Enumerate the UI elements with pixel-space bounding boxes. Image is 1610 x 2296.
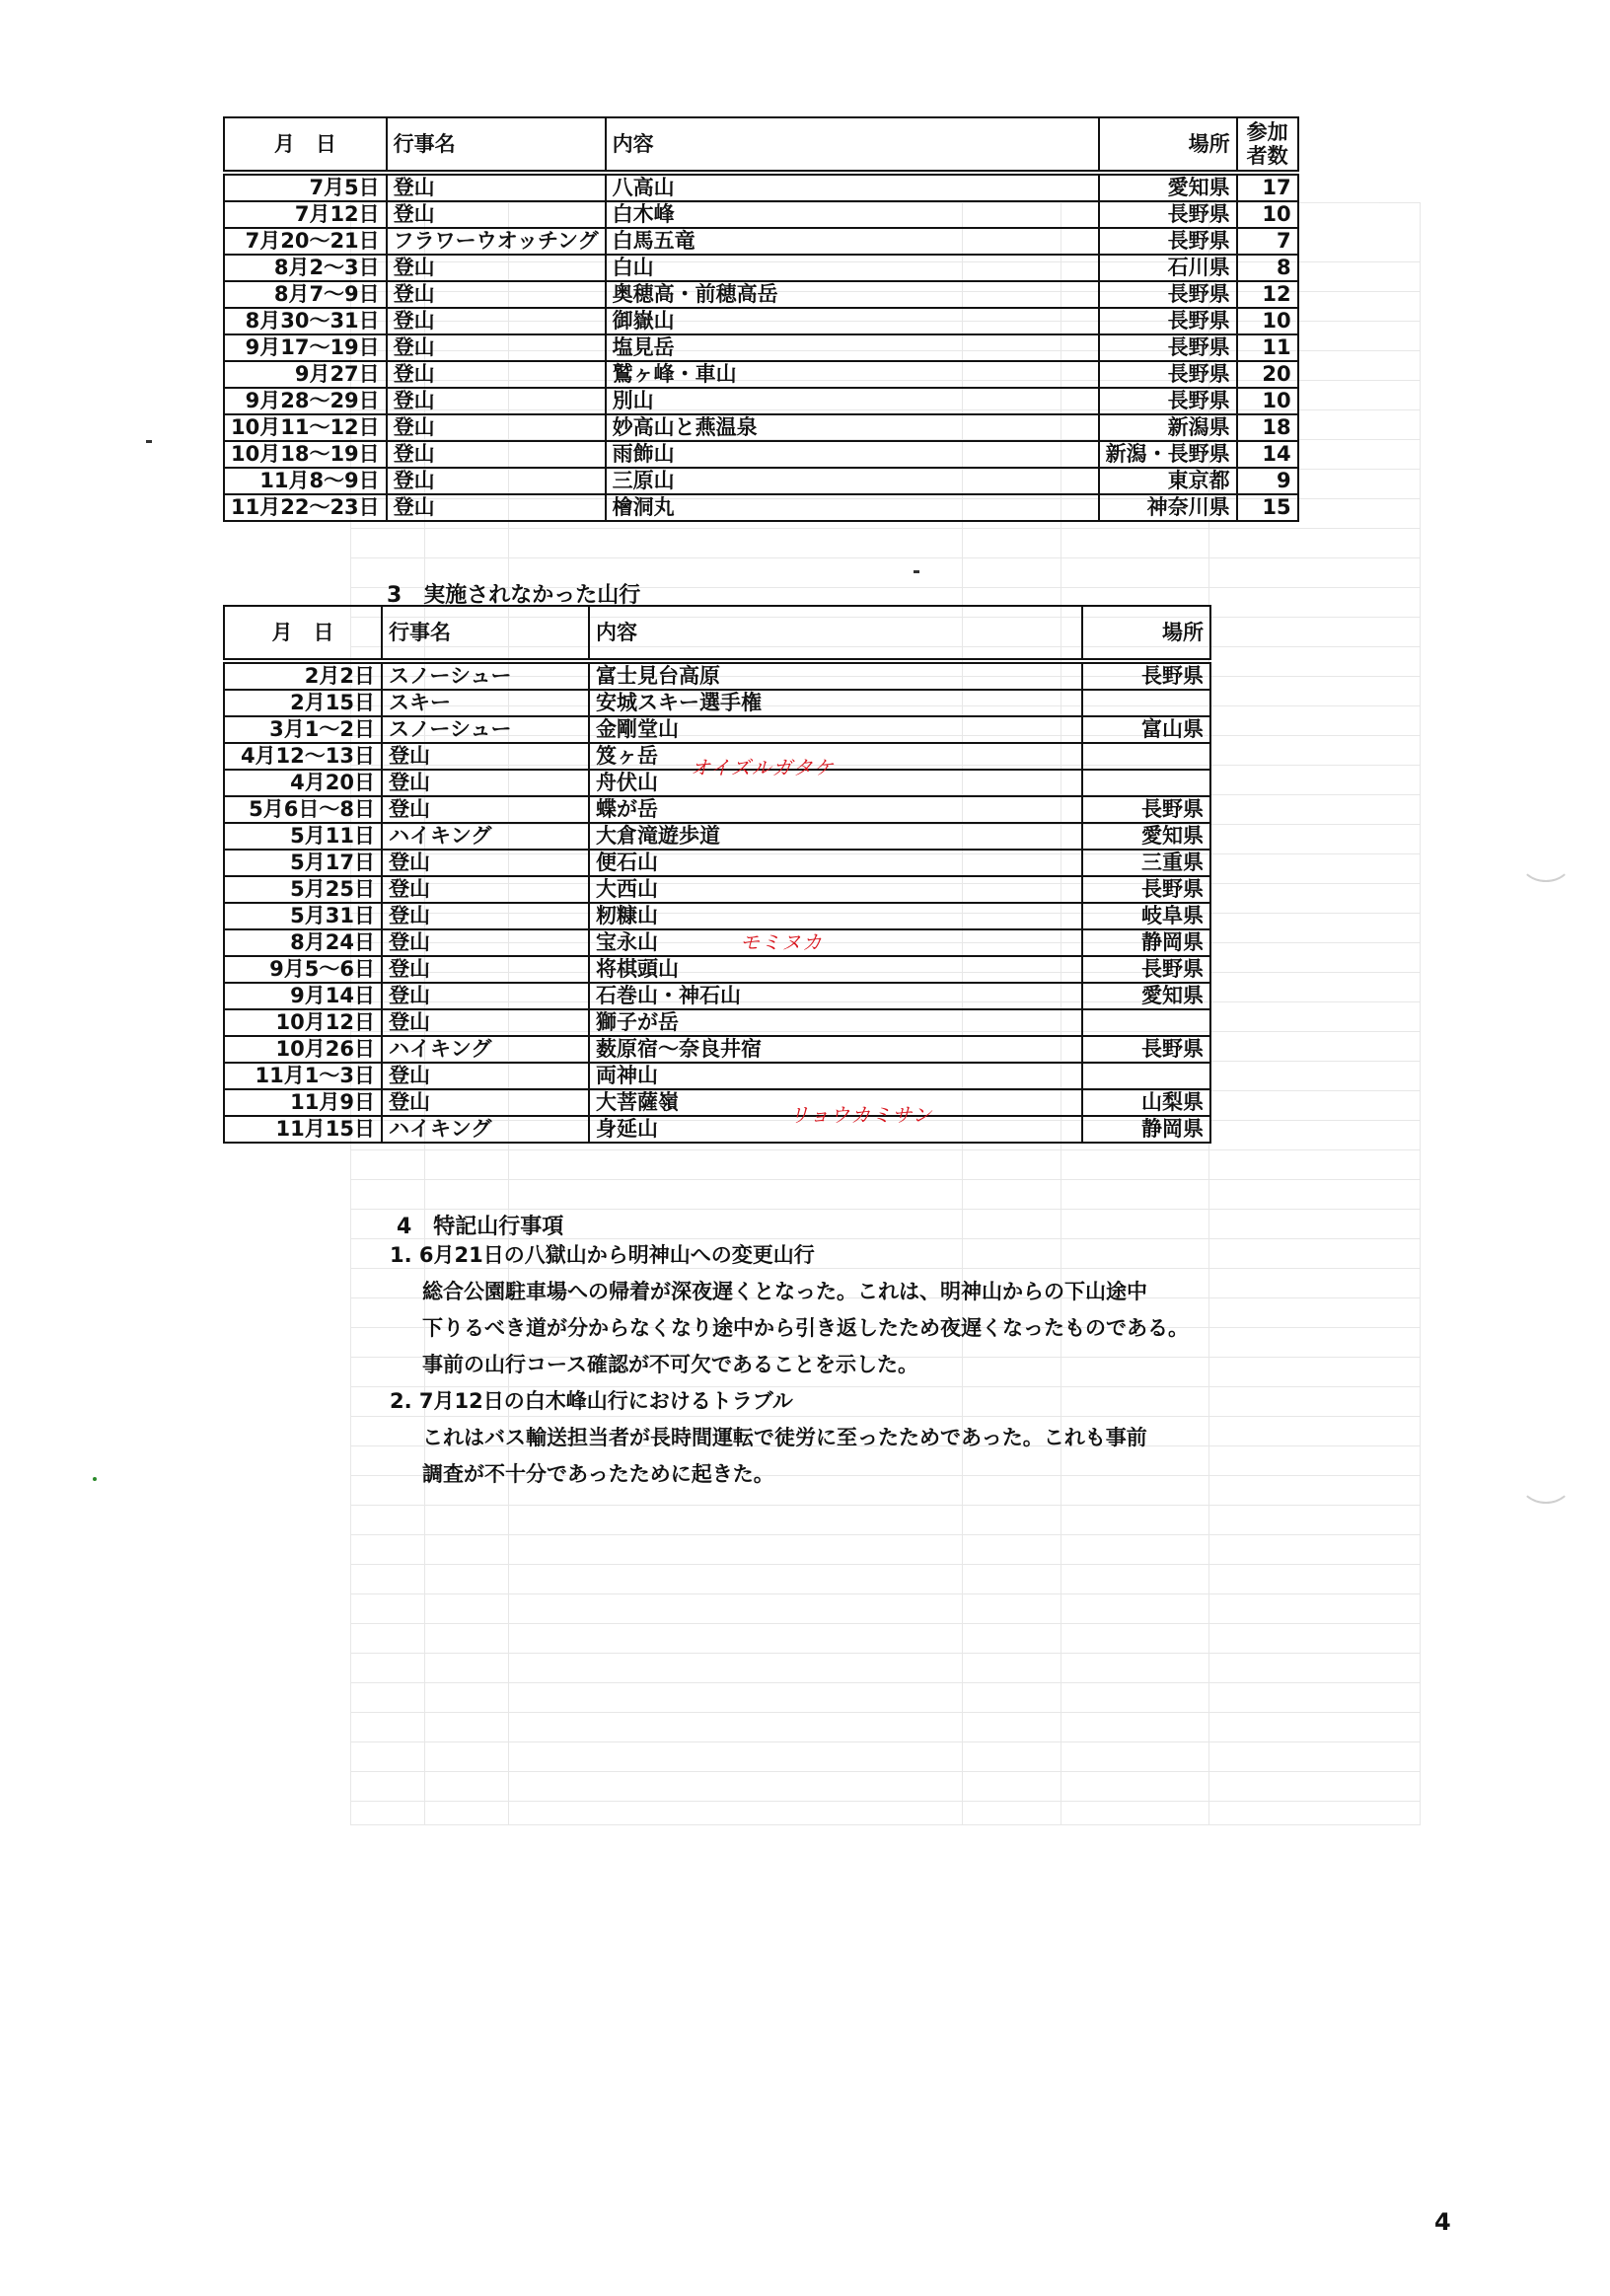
date-cell: 5月17日 <box>224 850 382 876</box>
content-cell: 両神山 <box>589 1063 1082 1089</box>
table-row <box>224 414 1298 441</box>
date-cell: 11月1～3日 <box>224 1063 382 1089</box>
event-cell: ハイキング <box>382 1036 589 1063</box>
table-row <box>224 716 1210 743</box>
handwritten-note: オイズルガタケ <box>691 756 835 779</box>
event-cell: 登山 <box>382 903 589 929</box>
event-cell: 登山 <box>387 334 606 361</box>
content-cell: 笈ヶ岳 <box>589 743 1082 770</box>
count-cell: 10 <box>1237 201 1298 228</box>
scan-speck <box>146 440 152 443</box>
cancelled-events-table <box>223 605 1211 1144</box>
content-cell: 富士見台高原 <box>589 661 1082 690</box>
date-cell: 7月12日 <box>224 201 387 228</box>
date-cell: 11月9日 <box>224 1089 382 1116</box>
content-cell: 妙高山と燕温泉 <box>606 414 1099 441</box>
col-header-content: 内容 <box>606 117 1099 173</box>
event-cell: 登山 <box>382 850 589 876</box>
table-row <box>224 255 1298 281</box>
content-cell: 八高山 <box>606 173 1099 201</box>
count-cell: 20 <box>1237 361 1298 388</box>
table-row <box>224 468 1298 494</box>
table-row <box>224 361 1298 388</box>
content-cell: 塩見岳 <box>606 334 1099 361</box>
event-cell: 登山 <box>382 1009 589 1036</box>
event-cell: 登山 <box>382 956 589 983</box>
event-cell: フラワーウオッチング <box>387 228 606 255</box>
content-cell: 蝶が岳 <box>589 796 1082 823</box>
scan-speck <box>93 1477 97 1481</box>
table-row <box>224 201 1298 228</box>
date-cell: 3月1～2日 <box>224 716 382 743</box>
content-cell: 身延山 <box>589 1116 1082 1143</box>
event-cell: 登山 <box>387 414 606 441</box>
content-cell: 別山 <box>606 388 1099 414</box>
count-cell: 10 <box>1237 308 1298 334</box>
event-cell: ハイキング <box>382 1116 589 1143</box>
date-cell: 8月24日 <box>224 929 382 956</box>
content-cell: 宝永山 <box>589 929 1082 956</box>
date-cell: 5月25日 <box>224 876 382 903</box>
place-cell: 三重県 <box>1082 850 1210 876</box>
event-cell: 登山 <box>387 441 606 468</box>
date-cell: 8月2～3日 <box>224 255 387 281</box>
table-row <box>224 334 1298 361</box>
content-cell: 白木峰 <box>606 201 1099 228</box>
content-cell: 奥穂高・前穂高岳 <box>606 281 1099 308</box>
handwritten-note: モミヌカ <box>740 930 823 954</box>
content-cell: 白馬五竜 <box>606 228 1099 255</box>
table-row <box>224 1089 1210 1116</box>
table-row <box>224 956 1210 983</box>
content-cell: 大倉滝遊歩道 <box>589 823 1082 850</box>
content-cell: 安城スキー選手権 <box>589 690 1082 716</box>
event-cell: スキー <box>382 690 589 716</box>
event-cell: 登山 <box>387 255 606 281</box>
date-cell: 4月20日 <box>224 770 382 796</box>
place-cell: 長野県 <box>1099 201 1237 228</box>
place-cell: 岐阜県 <box>1082 903 1210 929</box>
col-header-event: 行事名 <box>382 606 589 661</box>
special-note-1-title: 1. 6月21日の八獄山から明神山への変更山行 <box>390 1243 815 1267</box>
date-cell: 10月18～19日 <box>224 441 387 468</box>
table-row <box>224 929 1210 956</box>
special-note-2-line: 調査が不十分であったために起きた。 <box>422 1462 774 1486</box>
place-cell: 長野県 <box>1099 334 1237 361</box>
col-header-place: 場所 <box>1099 117 1237 173</box>
place-cell <box>1082 1009 1210 1036</box>
place-cell: 静岡県 <box>1082 929 1210 956</box>
table-row <box>224 690 1210 716</box>
event-cell: 登山 <box>387 388 606 414</box>
date-cell: 7月20～21日 <box>224 228 387 255</box>
event-cell: 登山 <box>387 308 606 334</box>
date-cell: 9月17～19日 <box>224 334 387 361</box>
section-4-title: 4 特記山行事項 <box>397 1215 564 1239</box>
place-cell <box>1082 743 1210 770</box>
event-cell: 登山 <box>382 770 589 796</box>
event-cell: 登山 <box>387 201 606 228</box>
event-cell: 登山 <box>387 281 606 308</box>
special-note-1-line: 総合公園駐車場への帰着が深夜遅くとなった。これは、明神山からの下山途中 <box>422 1280 1147 1303</box>
date-cell: 10月11～12日 <box>224 414 387 441</box>
page-number: 4 <box>1434 2208 1451 2236</box>
col-header-count: 参加者数 <box>1237 117 1298 173</box>
event-cell: 登山 <box>387 361 606 388</box>
table-row <box>224 228 1298 255</box>
place-cell: 愛知県 <box>1082 983 1210 1009</box>
place-cell: 静岡県 <box>1082 1116 1210 1143</box>
special-note-2-line: これはバス輸送担当者が長時間運転で徒労に至ったためであった。これも事前 <box>422 1426 1147 1449</box>
col-header-date: 月 日 <box>224 606 382 661</box>
content-cell: 三原山 <box>606 468 1099 494</box>
content-cell: 籾糠山 <box>589 903 1082 929</box>
content-cell: 金剛堂山 <box>589 716 1082 743</box>
table-row <box>224 388 1298 414</box>
count-cell: 18 <box>1237 414 1298 441</box>
content-cell: 御嶽山 <box>606 308 1099 334</box>
content-cell: 雨飾山 <box>606 441 1099 468</box>
event-cell: 登山 <box>382 876 589 903</box>
col-header-place: 場所 <box>1082 606 1210 661</box>
event-cell: スノーシュー <box>382 716 589 743</box>
date-cell: 10月12日 <box>224 1009 382 1036</box>
event-cell: 登山 <box>387 468 606 494</box>
place-cell <box>1082 770 1210 796</box>
place-cell: 新潟県 <box>1099 414 1237 441</box>
place-cell: 長野県 <box>1099 228 1237 255</box>
special-note-1-line: 下りるべき道が分からなくなり途中から引き返したため夜遅くなったものである。 <box>422 1316 1189 1340</box>
event-cell: スノーシュー <box>382 661 589 690</box>
place-cell: 長野県 <box>1099 308 1237 334</box>
table-row <box>224 823 1210 850</box>
place-cell: 長野県 <box>1099 361 1237 388</box>
event-cell: ハイキング <box>382 823 589 850</box>
place-cell: 長野県 <box>1082 661 1210 690</box>
place-cell: 長野県 <box>1082 1036 1210 1063</box>
date-cell: 2月15日 <box>224 690 382 716</box>
table-row <box>224 1063 1210 1089</box>
content-cell: 大菩薩嶺 <box>589 1089 1082 1116</box>
date-cell: 11月15日 <box>224 1116 382 1143</box>
event-cell: 登山 <box>387 494 606 521</box>
event-cell: 登山 <box>382 796 589 823</box>
content-cell: 石巻山・神石山 <box>589 983 1082 1009</box>
table-row <box>224 661 1210 690</box>
date-cell: 9月14日 <box>224 983 382 1009</box>
held-events-table <box>223 116 1299 522</box>
table-row <box>224 796 1210 823</box>
place-cell: 石川県 <box>1099 255 1237 281</box>
event-cell: 登山 <box>387 173 606 201</box>
col-header-content: 内容 <box>589 606 1082 661</box>
place-cell: 長野県 <box>1082 876 1210 903</box>
count-cell: 10 <box>1237 388 1298 414</box>
count-cell: 12 <box>1237 281 1298 308</box>
date-cell: 5月11日 <box>224 823 382 850</box>
table-row <box>224 173 1298 201</box>
table-row <box>224 281 1298 308</box>
place-cell: 新潟・長野県 <box>1099 441 1237 468</box>
content-cell: 鷲ヶ峰・車山 <box>606 361 1099 388</box>
content-cell: 大西山 <box>589 876 1082 903</box>
date-cell: 8月30～31日 <box>224 308 387 334</box>
handwritten-note: リョウカミサン <box>789 1103 933 1127</box>
table-row <box>224 876 1210 903</box>
date-cell: 5月6日～8日 <box>224 796 382 823</box>
date-cell: 9月5～6日 <box>224 956 382 983</box>
date-cell: 10月26日 <box>224 1036 382 1063</box>
place-cell: 富山県 <box>1082 716 1210 743</box>
content-cell: 将棋頭山 <box>589 956 1082 983</box>
place-cell <box>1082 690 1210 716</box>
special-note-1-line: 事前の山行コース確認が不可欠であることを示した。 <box>422 1353 918 1376</box>
place-cell: 長野県 <box>1082 796 1210 823</box>
table-row <box>224 850 1210 876</box>
date-cell: 11月8～9日 <box>224 468 387 494</box>
event-cell: 登山 <box>382 743 589 770</box>
place-cell: 愛知県 <box>1099 173 1237 201</box>
place-cell: 神奈川県 <box>1099 494 1237 521</box>
count-cell: 14 <box>1237 441 1298 468</box>
count-cell: 9 <box>1237 468 1298 494</box>
place-cell: 愛知県 <box>1082 823 1210 850</box>
table-row <box>224 1036 1210 1063</box>
date-cell: 8月7～9日 <box>224 281 387 308</box>
content-cell: 獅子が岳 <box>589 1009 1082 1036</box>
date-cell: 5月31日 <box>224 903 382 929</box>
event-cell: 登山 <box>382 929 589 956</box>
date-cell: 11月22～23日 <box>224 494 387 521</box>
event-cell: 登山 <box>382 983 589 1009</box>
special-note-2-title: 2. 7月12日の白木峰山行におけるトラブル <box>390 1389 793 1413</box>
content-cell: 便石山 <box>589 850 1082 876</box>
place-cell: 長野県 <box>1082 956 1210 983</box>
table-row <box>224 441 1298 468</box>
count-cell: 11 <box>1237 334 1298 361</box>
table-row <box>224 308 1298 334</box>
col-header-event: 行事名 <box>387 117 606 173</box>
place-cell <box>1082 1063 1210 1089</box>
col-header-date: 月 日 <box>224 117 387 173</box>
date-cell: 9月27日 <box>224 361 387 388</box>
table-row <box>224 494 1298 521</box>
content-cell: 舟伏山 <box>589 770 1082 796</box>
table-row <box>224 983 1210 1009</box>
place-cell: 長野県 <box>1099 281 1237 308</box>
content-cell: 檜洞丸 <box>606 494 1099 521</box>
count-cell: 15 <box>1237 494 1298 521</box>
date-cell: 4月12～13日 <box>224 743 382 770</box>
scan-speck <box>914 570 919 573</box>
place-cell: 山梨県 <box>1082 1089 1210 1116</box>
content-cell: 白山 <box>606 255 1099 281</box>
count-cell: 17 <box>1237 173 1298 201</box>
place-cell: 長野県 <box>1099 388 1237 414</box>
content-cell: 薮原宿～奈良井宿 <box>589 1036 1082 1063</box>
table-row <box>224 903 1210 929</box>
section-3-title: 3 実施されなかった山行 <box>387 583 641 608</box>
table-row <box>224 1116 1210 1143</box>
event-cell: 登山 <box>382 1089 589 1116</box>
date-cell: 7月5日 <box>224 173 387 201</box>
place-cell: 東京都 <box>1099 468 1237 494</box>
scan-mark <box>1519 1460 1573 1504</box>
date-cell: 9月28～29日 <box>224 388 387 414</box>
table-row <box>224 1009 1210 1036</box>
date-cell: 2月2日 <box>224 661 382 690</box>
event-cell: 登山 <box>382 1063 589 1089</box>
count-cell: 8 <box>1237 255 1298 281</box>
count-cell: 7 <box>1237 228 1298 255</box>
scan-mark <box>1519 839 1573 882</box>
